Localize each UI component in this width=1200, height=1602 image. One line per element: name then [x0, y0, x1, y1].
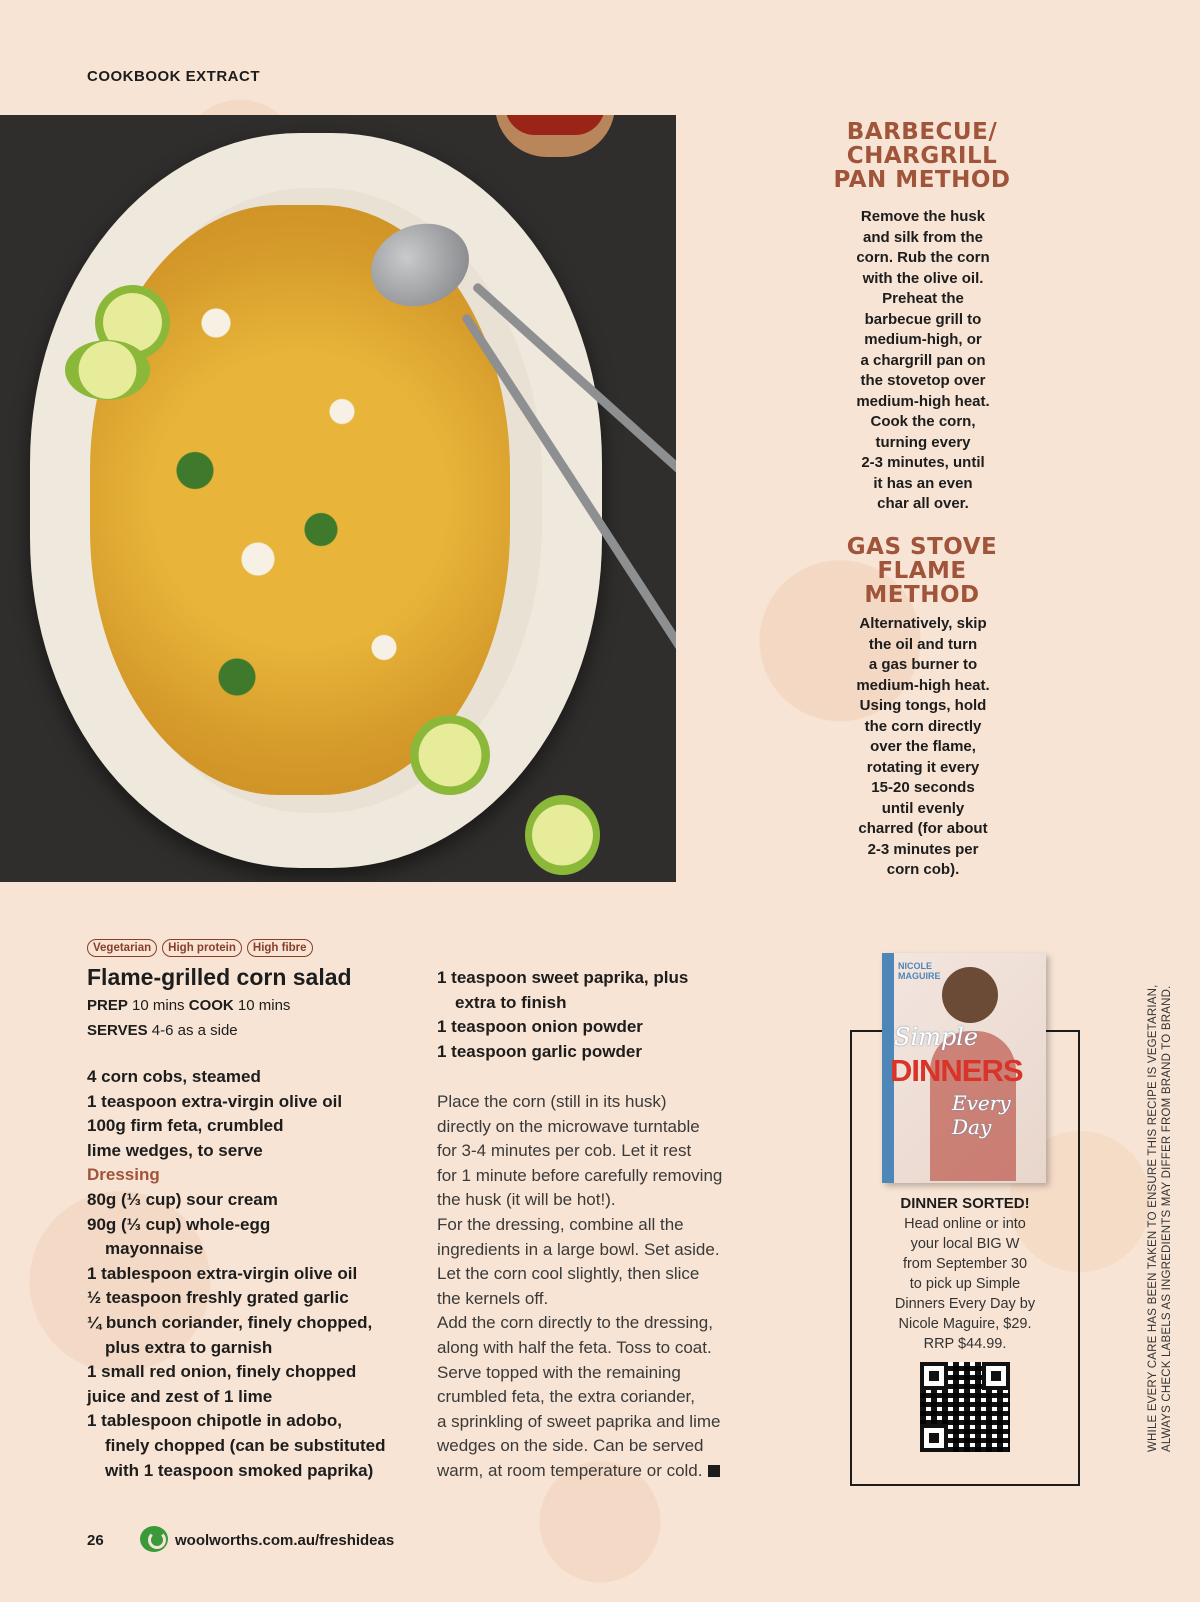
ingredients-list-continued [437, 966, 737, 1064]
bbq-method-title: BARBECUE/ CHARGRILL PAN METHOD [833, 119, 1011, 194]
ingredients-list [87, 1065, 427, 1483]
ingredient: extra to finish [455, 992, 567, 1012]
cover-title-dinners: DINNERS [890, 1053, 1023, 1088]
promo-text: Head online or into your local BIG W from September 30 to pick up Simple Dinners Every Day by Nicole Maguire, $29. RRP $44.99. [894, 1216, 1036, 1352]
vegetarian-disclaimer: WHILE EVERY CARE HAS BEEN TAKEN TO ENSURE THIS RECIPE IS VEGETARIAN, ALWAYS CHECK LABELS AS INGREDIENTS MAY DIFFER FROM BRAND TO BRAND. [1147, 984, 1173, 1452]
ingredient: juice and zest of 1 lime [87, 1386, 273, 1406]
section-eyebrow: COOKBOOK EXTRACT [87, 68, 260, 85]
recipe-method: Place the corn (still in its husk) directly on the microwave turntable for 3-4 minutes per cob. Let it rest for 1 minute before carefully removing the husk (it will be hot!). For the dressing, combine all the ingredients in a large bowl. Set aside. Let the corn cool slightly, then slice the kernels off. Add the corn directly to the dressing, along with half the feta. Toss to coat. Serve topped with the remaining crumbled feta, the extra coriander, a sprinkling of sweet paprika and lime wedges on the side. Can be served warm, at room temperature or cold. [437, 1092, 723, 1480]
ingredient: ½ teaspoon freshly grated garlic [87, 1288, 349, 1308]
ingredient: ¼ bunch coriander, finely chopped, [87, 1312, 373, 1332]
lime-wedge [410, 715, 490, 795]
recipe-title: Flame-grilled corn salad [87, 964, 352, 990]
cookbook-cover [882, 953, 1046, 1183]
footer-url-link[interactable]: woolworths.com.au/freshideas [175, 1532, 395, 1549]
lime-wedge [65, 340, 150, 400]
promo-heading: DINNER SORTED! [900, 1195, 1030, 1212]
prep-cook-times: PREP 10 mins COOK 10 mins [87, 997, 291, 1014]
tag-high-fibre: High fibre [247, 939, 313, 957]
ingredient: 90g (⅓ cup) whole-egg [87, 1214, 271, 1234]
ingredient: 1 teaspoon sweet paprika, plus [437, 968, 689, 987]
ingredient: mayonnaise [105, 1239, 204, 1259]
ingredient: 100g firm feta, crumbled [87, 1116, 284, 1136]
tag-vegetarian: Vegetarian [87, 939, 157, 957]
tag-high-protein: High protein [162, 939, 242, 957]
recipe-photo [0, 115, 676, 882]
ingredient: finely chopped (can be substituted [105, 1435, 386, 1455]
ingredient: 1 small red onion, finely chopped [87, 1362, 357, 1382]
ingredient: 1 teaspoon extra-virgin olive oil [87, 1091, 343, 1111]
ingredient: plus extra to garnish [105, 1337, 273, 1357]
gas-method-text: Alternatively, skip the oil and turn a gas burner to medium-high heat. Using tongs, hold the corn directly over the flame, rotating it every 15-20 seconds until evenly charred (for about 2-3 minutes per corn cob). [856, 615, 990, 878]
qr-code[interactable] [920, 1362, 1010, 1452]
bbq-method-text: Remove the husk and silk from the corn. Rub the corn with the olive oil. Preheat the barbecue grill to medium-high, or a chargrill pan on the stovetop over medium-high heat. Cook the corn, turning every 2-3 minutes, until it has an even char all over. [856, 208, 990, 512]
woolworths-logo-icon [140, 1526, 168, 1552]
end-mark [708, 1465, 720, 1477]
gas-method-title: GAS STOVE FLAME METHOD [846, 534, 998, 609]
ingredient: 4 corn cobs, steamed [87, 1067, 261, 1086]
cover-author: NICOLE MAGUIRE [898, 961, 941, 981]
dressing-subheading: Dressing [87, 1165, 160, 1185]
ingredient: lime wedges, to serve [87, 1140, 263, 1160]
paprika-bowl [495, 115, 615, 157]
lime-wedge [525, 795, 600, 875]
ingredient: 1 teaspoon onion powder [437, 1017, 643, 1037]
ingredient: 1 tablespoon chipotle in adobo, [87, 1411, 343, 1431]
author-face [942, 967, 998, 1023]
serves: SERVES 4-6 as a side [87, 1022, 238, 1039]
ingredient: 80g (⅓ cup) sour cream [87, 1189, 278, 1209]
ingredient: 1 teaspoon garlic powder [437, 1041, 642, 1061]
cover-title-every-day: Every Day [952, 1091, 1011, 1139]
ingredient: with 1 teaspoon smoked paprika) [105, 1460, 374, 1480]
cover-title-simple: Simple [894, 1023, 979, 1051]
diet-tags [87, 939, 313, 957]
ingredient: 1 tablespoon extra-virgin olive oil [87, 1263, 358, 1283]
page-number: 26 [87, 1532, 104, 1549]
